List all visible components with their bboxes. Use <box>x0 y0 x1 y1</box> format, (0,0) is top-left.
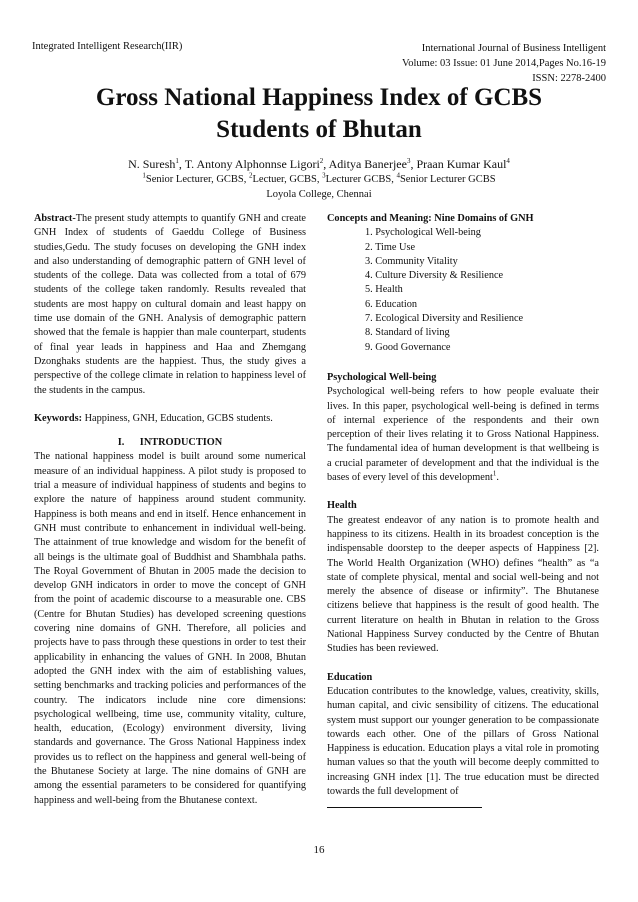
author-1-mark: 1 <box>175 157 179 165</box>
education-heading: Education <box>327 671 373 683</box>
author-4-mark: 4 <box>506 157 510 165</box>
author-2: , T. Antony Alphonnse Ligori <box>178 157 320 171</box>
author-1: N. Suresh <box>128 157 176 171</box>
domains-list <box>327 226 599 355</box>
abstract-text: The present study attempts to quantify GNH and create GNH Index of students of Gaeddu College of Business studies,Gedu. The study focuses on developing the GNH index and also understanding of demographic pattern of GNH level of students of the college. Data was collected from a total of 679 students of the college taken randomly. Results revealed that students are most happy on cultural domain and least happy on time use domain of the GNH. Analysis of demographic pattern showed that the female is happier than male counterpart, students of final year leads in happiness and Haa and Zhemgang Dzonghaks students are the happiest. Thus, the study gives a perspective of the college climate in relation to happiness level of the students in the campus. <box>34 213 306 396</box>
affil-mark-2: 2 <box>249 171 253 180</box>
domain-item: 6. Education <box>365 298 418 310</box>
domains-heading: Concepts and Meaning: Nine Domains of GNH <box>327 213 534 224</box>
intro-text: The national happiness model is built around some numerical measure of an individual happiness. A pilot study is proposed to trial a measure of individual happiness of students and begins to explore the nature of happiness around student community. Happiness is both means and end in itself. Hence enhancement in GNH must contribute to enhancement in individual well-being. The attainment of true knowledge and wisdom for the benefit of all beings is the ultimate goal of Buddhist and Shambhala paths. The Royal Government of Bhutan in 2005 made the decision to develop GNH indicators in order to move the concept of GNH from the point of academic discourse to a measurable one. CBS (Centre for Bhutan Studies) has developed screening questions covering nine domains of GNH. Therefore, all policies and projects have to pass through these questions in order to test their applicability in enhancing the values of GNH. In 2008, Bhutan adopted the GNH index with the aim of establishing values, setting benchmarks and tracking policies and performances of the country. The indicators include nine core dimensions: psychological wellbeing, time use, community vitality, culture, health, education, (Ecology) environment diversity, living standards and governance. The Gross National Happiness index provides us to reflect on the happiness and general well-being of the Bhutanese Society at large. The nine domains of GNH are among the essential parameters to be considered for quantifying happiness and well-being from the Bhutanese context. <box>34 451 306 806</box>
affiliations <box>0 172 638 202</box>
domain-item: 8. Standard of living <box>365 327 450 339</box>
author-3-mark: 3 <box>406 157 411 165</box>
footnote-divider <box>327 807 482 808</box>
domain-item: 1. Psychological Well-being <box>365 227 481 239</box>
psych-heading: Psychological Well-being <box>327 371 437 383</box>
health-heading: Health <box>327 500 357 512</box>
abstract-label: Abstract- <box>34 213 76 224</box>
affil-mark-4: 4 <box>396 171 400 180</box>
right-column <box>327 212 599 808</box>
keywords <box>34 412 306 426</box>
abstract <box>34 212 306 398</box>
affil-role-4: Senior Lecturer GCBS <box>399 174 496 185</box>
domain-item: 9. Good Governance <box>365 341 451 353</box>
affil-role-3: Lecturer GCBS, <box>325 174 397 185</box>
affil-role-2: Lectuer, GCBS, <box>252 174 323 185</box>
journal-info <box>402 41 606 86</box>
domain-item: 4. Culture Diversity & Resilience <box>365 270 504 282</box>
domain-item: 3. Community Vitality <box>365 255 458 267</box>
page-number: 16 <box>313 844 325 856</box>
author-3: , Aditya Banerjee <box>323 157 407 171</box>
psych-footnote-mark: 1 <box>492 469 497 478</box>
journal-issn: ISSN: 2278-2400 <box>532 73 606 84</box>
author-4: , Praan Kumar Kaul <box>410 157 507 171</box>
psych-text <box>327 385 599 485</box>
affil-mark-3: 3 <box>322 171 326 180</box>
journal-volume: Volume: 03 Issue: 01 June 2014,Pages No.16-19 <box>402 58 606 69</box>
domain-item: 7. Ecological Diversity and Resilience <box>365 313 524 325</box>
intro-heading: I. INTRODUCTION <box>117 437 223 449</box>
affiliation-roles <box>0 172 638 187</box>
author-2-mark: 2 <box>319 157 324 165</box>
journal-publisher: Integrated Intelligent Research(IIR) <box>32 41 183 52</box>
left-column <box>34 212 306 808</box>
domain-item: 5. Health <box>365 284 403 296</box>
affiliation-institution: Loyola College, Chennai <box>266 189 372 200</box>
psych-end: . <box>496 472 499 484</box>
keywords-label: Keywords: <box>34 412 83 424</box>
author-list <box>0 156 638 172</box>
title-line-2: Students of Bhutan <box>216 116 422 143</box>
paper-title <box>0 82 638 146</box>
psych-body: Psychological well-being refers to how people evaluate their lives. In this paper, psychological well-being is defined in terms of internal experience of the respondents and their own perception of their lives relating it to Gross National Happiness. The fundamental idea of human development is that wellbeing is a crucial parameter of development and that the individual is the bases of every level of this development <box>327 386 599 484</box>
affil-mark-1: 1 <box>142 171 146 180</box>
health-text: The greatest endeavor of any nation is to promote health and happiness to its citizens. Health in its broadest conception is the indispensable doorstep to the deeper aspects of Happiness [2]. The World Health Organization (WHO) defines “health” as “a state of complete physical, mental and social well-being and not merely the absence of disease or infirmity”. The Bhutanese citizens believe that happiness is the result of good health. The current literature on health in Bhutan in relation to the Gross National Happiness Survey conducted by the Centre of Bhutan Studies has been reviewed. <box>327 514 599 655</box>
keywords-text: Happiness, GNH, Education, GCBS students. <box>82 412 273 424</box>
education-text: Education contributes to the knowledge, values, creativity, skills, human capital, and civic sensibility of citizens. The educational system must support our younger generation to be compassionate towards each other. One of the pillars of Gross National Happiness is education. Education plays a vital role in promoting human values so that the youth will become deeply committed to increasing GNH index [1]. The true education must be directed towards the full development of <box>327 685 599 797</box>
journal-name: International Journal of Business Intelligent <box>421 43 606 54</box>
title-line-1: Gross National Happiness Index of GCBS <box>95 84 543 111</box>
affil-role-1: Senior Lecturer, GCBS, <box>145 174 249 185</box>
domain-item: 2. Time Use <box>365 241 416 253</box>
